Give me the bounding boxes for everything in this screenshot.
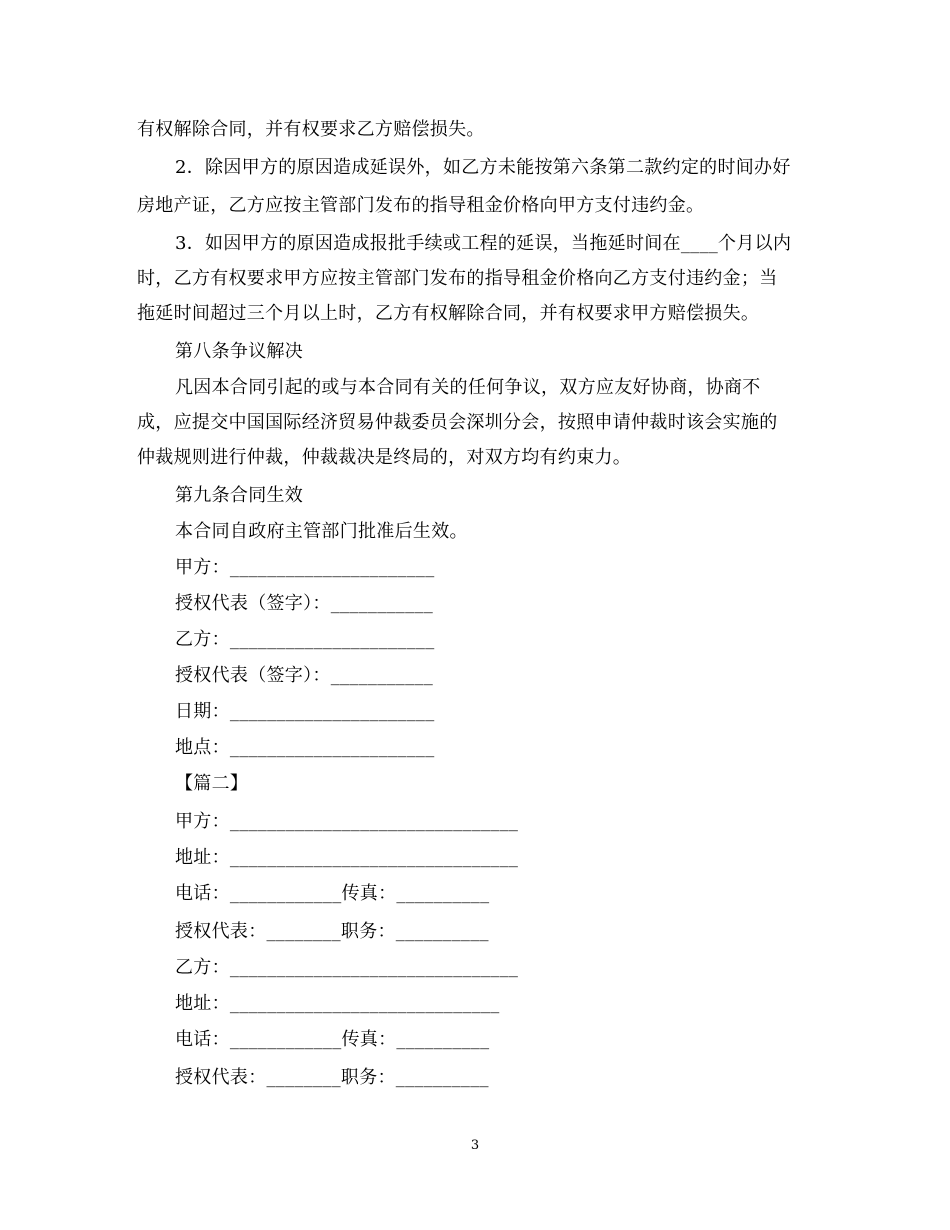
paragraph-line: 拖延时间超过三个月以上时，乙方有权解除合同，并有权要求甲方赔偿损失。 — [137, 303, 760, 324]
signature-field: 地点：______________________ — [175, 737, 435, 758]
form-field: 地址：_______________________________ — [175, 847, 519, 868]
form-field: 电话：____________传真：__________ — [175, 1029, 490, 1050]
paragraph-line: 有权解除合同，并有权要求乙方赔偿损失。 — [137, 119, 485, 140]
paragraph-line: 房地产证，乙方应按主管部门发布的指导租金价格向甲方支付违约金。 — [137, 195, 705, 216]
clause-item-2: 2．除因甲方的原因造成延误外，如乙方未能按第六条第二款约定的时间办好 — [175, 157, 791, 178]
paragraph-line: 仲裁规则进行仲裁，仲裁裁决是终局的，对双方均有约束力。 — [137, 447, 632, 468]
paragraph-line: 时，乙方有权要求甲方应按主管部门发布的指导租金价格向乙方支付违约金；当 — [137, 268, 778, 289]
signature-field: 日期：______________________ — [175, 701, 435, 722]
article-heading: 第八条争议解决 — [175, 341, 304, 362]
signature-field: 甲方：______________________ — [175, 557, 435, 578]
form-field: 地址：_____________________________ — [175, 993, 500, 1014]
signature-field: 授权代表（签字）：___________ — [175, 593, 433, 614]
signature-field: 授权代表（签字）：___________ — [175, 665, 433, 686]
article-heading: 第九条合同生效 — [175, 485, 304, 506]
paragraph-line: 成，应提交中国国际经济贸易仲裁委员会深圳分会，按照申请仲裁时该会实施的 — [137, 412, 778, 433]
paragraph-line: 凡因本合同引起的或与本合同有关的任何争议，双方应友好协商，协商不 — [175, 377, 761, 398]
signature-field: 乙方：______________________ — [175, 629, 435, 650]
clause-item-3: 3．如因甲方的原因造成报批手续或工程的延误，当拖延时间在____个月以内 — [175, 233, 792, 254]
form-field: 乙方：_______________________________ — [175, 957, 519, 978]
form-field: 甲方：_______________________________ — [175, 811, 519, 832]
paragraph-line: 本合同自政府主管部门批准后生效。 — [175, 521, 468, 542]
section-heading: 【篇二】 — [175, 773, 249, 794]
page-number: 3 — [470, 1138, 480, 1153]
form-field: 授权代表：________职务：__________ — [175, 921, 489, 942]
form-field: 电话：____________传真：__________ — [175, 883, 490, 904]
form-field: 授权代表：________职务：__________ — [175, 1067, 489, 1088]
